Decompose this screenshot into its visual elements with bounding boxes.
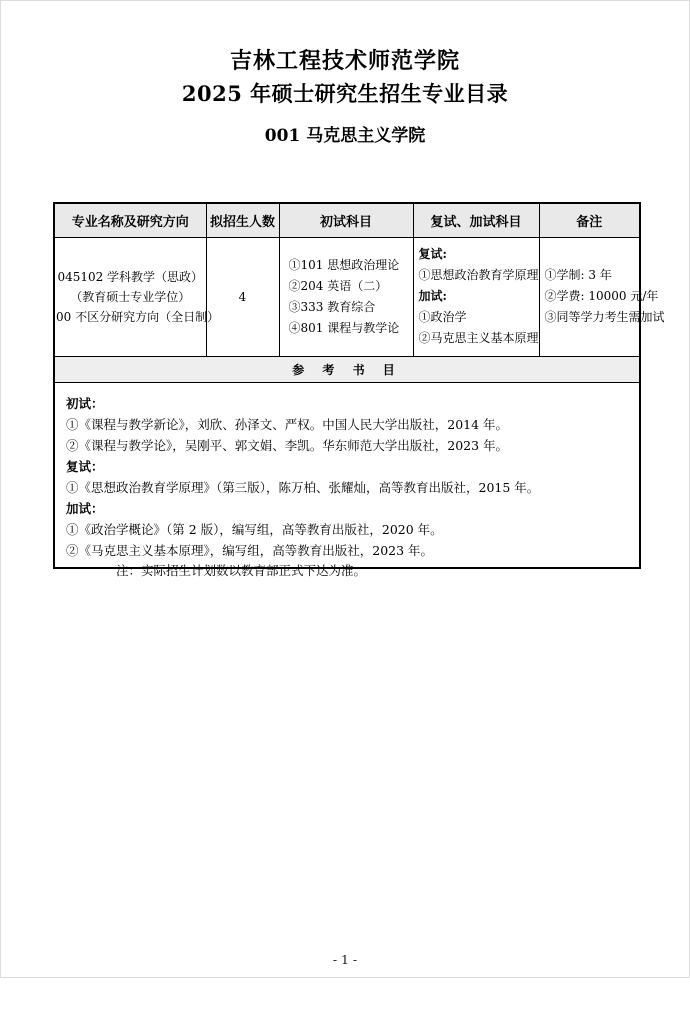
major-degree-line: （教育硕士专业学位） bbox=[70, 289, 191, 304]
header-major: 专业名称及研究方向 bbox=[54, 203, 206, 237]
retest-label: 复试: bbox=[418, 247, 447, 261]
retest-item: ①思想政治教育学原理 bbox=[418, 268, 539, 282]
reference-item: ①《课程与教学新论》，刘欣、孙泽文、严权。中国人民大学出版社，2014 年。 bbox=[66, 416, 509, 432]
initial-subjects-cell bbox=[279, 237, 413, 356]
reference-item: ①《政治学概论》（第 2 版），编写组，高等教育出版社，2020 年。 bbox=[66, 521, 443, 537]
header-initial-subjects: 初试科目 bbox=[279, 203, 413, 237]
initial-subject-item: ①101 思想政治理论 bbox=[288, 257, 400, 272]
retest-cell bbox=[413, 237, 539, 356]
university-title: 吉林工程技术师范学院 bbox=[229, 48, 460, 74]
remark-item: ③同等学力考生需加试 bbox=[544, 310, 665, 324]
header-remarks: 备注 bbox=[539, 203, 640, 237]
major-direction-line: 00 不区分研究方向（全日制） bbox=[56, 309, 220, 324]
remarks-cell bbox=[539, 237, 665, 356]
references-row bbox=[54, 382, 640, 568]
reference-item: ①《思想政治教育学原理》（第三版），陈万柏、张耀灿，高等教育出版社，2015 年。 bbox=[66, 479, 540, 495]
footnote: 注：实际招生计划数以教育部正式下达为准。 bbox=[116, 563, 367, 578]
remark-item: ①学制: 3 年 bbox=[544, 268, 612, 282]
remark-item: ②学费: 10000 元/年 bbox=[544, 289, 659, 303]
reference-group-label: 加试： bbox=[66, 500, 104, 516]
catalog-title: 2025 年硕士研究生招生专业目录 bbox=[181, 81, 509, 106]
table-header-row bbox=[54, 203, 640, 237]
references-cell bbox=[54, 382, 640, 568]
reference-group-label: 初试： bbox=[66, 395, 104, 411]
additional-test-label: 加试: bbox=[418, 289, 447, 303]
page-number: - 1 - bbox=[332, 952, 358, 967]
reference-item: ②《马克思主义基本原理》，编写组，高等教育出版社，2023 年。 bbox=[66, 542, 434, 558]
reference-group-label: 复试： bbox=[66, 458, 104, 474]
initial-subject-item: ④801 课程与教学论 bbox=[288, 320, 400, 335]
document-page bbox=[1, 45, 689, 1021]
initial-subject-item: ③333 教育综合 bbox=[288, 299, 376, 314]
major-cell bbox=[54, 237, 220, 356]
reference-header-row bbox=[54, 356, 640, 382]
header-enrollment: 拟招生人数 bbox=[206, 203, 279, 237]
admissions-table bbox=[53, 202, 665, 569]
additional-test-item: ②马克思主义基本原理 bbox=[418, 331, 539, 345]
initial-subject-item: ②204 英语（二） bbox=[288, 278, 388, 293]
table-row bbox=[54, 237, 640, 356]
college-section-title: 001 马克思主义学院 bbox=[264, 126, 426, 146]
document-titles bbox=[1, 45, 689, 111]
major-code-line: 045102 学科教学（思政） bbox=[57, 269, 204, 284]
enrollment-cell: 4 bbox=[206, 237, 279, 356]
reference-item: ②《课程与教学论》，吴刚平、郭文娟、李凯。华东师范大学出版社，2023 年。 bbox=[66, 437, 509, 453]
reference-header: 参 考 书 目 bbox=[54, 356, 640, 382]
additional-test-item: ①政治学 bbox=[418, 310, 467, 324]
header-retest-subjects: 复试、加试科目 bbox=[413, 203, 539, 237]
